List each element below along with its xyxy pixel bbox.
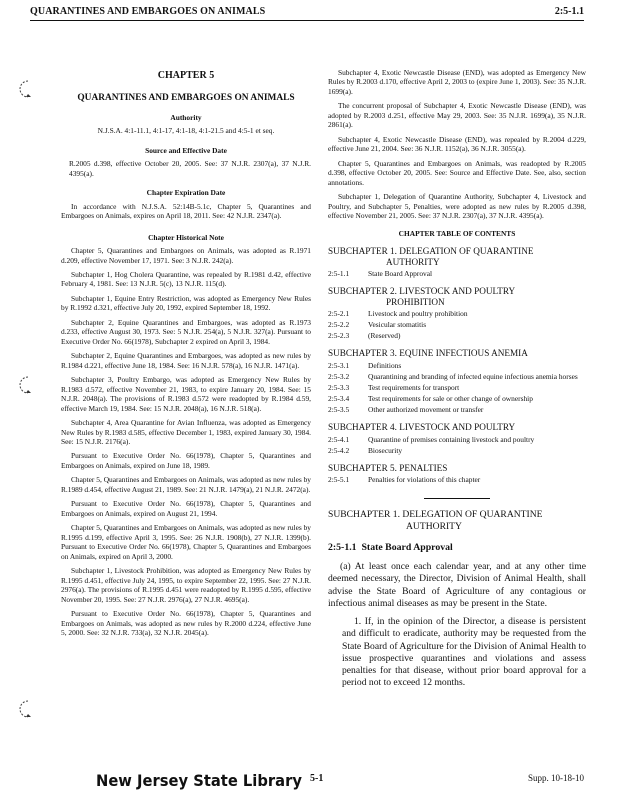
history-note: Subchapter 1, Hog Cholera Quarantine, was repealed by R.1981 d.42, effective February 4, 1981. See: 13 N.J.R. 5(c), 13 N.J.R. 115(d).	[61, 269, 311, 289]
punch-hole-icon	[14, 78, 36, 100]
history-heading: Chapter Historical Note	[148, 232, 224, 242]
expiration-text: In accordance with N.J.S.A. 52:14B-5.1c, Chapter 5, Quarantines and Embargoes on Animals, expires on April 18, 2011. See: 42 N.J.R. 2347(a).	[61, 201, 311, 221]
expiration-heading: Chapter Expiration Date	[146, 188, 226, 198]
toc-subchapter-title: SUBCHAPTER 2. LIVESTOCK AND POULTRY	[328, 286, 516, 297]
history-note: Subchapter 1, Delegation of Quarantine Authority, Subchapter 4, Livestock and Poultry, and Subchapter 5, Penalties, were adopted as new rules by R.2005 d.398, effective November 21, 2005. See: 37 N.J.R. 2307(a), 37 N.J.R. 4395(a).	[328, 192, 586, 221]
section-title: State Board Approval	[361, 542, 453, 554]
source-text: R.2005 d.398, effective October 20, 2005. See: 37 N.J.R. 2307(a), 37 N.J.R. 4395(a).	[69, 159, 311, 178]
toc-subchapter-title: SUBCHAPTER 4. LIVESTOCK AND POULTRY	[328, 422, 516, 433]
supplement-date: Supp. 10-18-10	[528, 773, 584, 783]
toc-entry: 2:5-1.1 State Board Approval	[328, 269, 433, 279]
history-note: Pursuant to Executive Order No. 66(1978), Chapter 5, Quarantines and Embargoes on Animals, expired on June 18, 1989.	[61, 451, 311, 470]
toc-entry: 2:5-2.2 Vesicular stomatitis	[328, 320, 427, 330]
history-note: Subchapter 4, Area Quarantine for Avian Influenza, was adopted as Emergency New Rules by R.1983 d.585, effective December 1, 1983, expired January 30, 1984. See: 15 N.J.R. 2176(a).	[61, 418, 311, 447]
toc-subchapter	[328, 348, 586, 414]
punch-hole-icon	[14, 698, 36, 720]
toc-subchapter	[328, 246, 586, 278]
paragraph-a: (a) At least once each calendar year, and at any other time deemed necessary, the Director, Division of Animal Health, shall advise the State Board of Agriculture of any contagious or infectious animal diseases as may be present in the State.	[328, 560, 586, 609]
section-divider	[424, 498, 490, 499]
chapter-number: CHAPTER 5	[157, 70, 215, 81]
toc-entry: 2:5-4.2 Biosecurity	[328, 445, 403, 455]
history-note: The concurrent proposal of Subchapter 4, Exotic Newcastle Disease (END), was adopted by R.2003 d.251, effective May 29, 2003. See: 35 N.J.R. 1699(a), 35 N.J.R. 2861(a).	[328, 101, 586, 130]
history-note: Subchapter 3, Poultry Embargo, was adopted as Emergency New Rules by R.1983 d.572, effective November 21, 1983, to expire January 20, 1984. See: 15 N.J.R. 2048(a). The provisions of R.1983 d.572 were readopted by R.1984 d.59, effective March 19, 1984. See: 15 N.J.R. 2048(a), 16 N.J.R. 518(a).	[61, 375, 311, 413]
toc-entry: 2:5-3.5 Other authorized movement or transfer	[328, 405, 484, 415]
library-stamp: New Jersey State Library	[96, 771, 302, 790]
toc-entry: 2:5-3.1 Definitions	[328, 361, 402, 371]
toc-subchapter	[328, 463, 586, 485]
section-heading	[328, 542, 586, 555]
toc-subchapter-title: SUBCHAPTER 1. DELEGATION OF QUARANTINE	[328, 246, 534, 257]
right-column	[328, 68, 586, 695]
punch-hole-icon	[14, 374, 36, 396]
chapter-title: QUARANTINES AND EMBARGOES ON ANIMALS	[77, 92, 295, 103]
history-note: Subchapter 4, Exotic Newcastle Disease (END), was adopted as Emergency New Rules by R.2003 d.170, effective April 2, 2003 to (expire June 1, 2003). See: 35 N.J.R. 1699(a).	[328, 68, 586, 96]
subchapter-heading: SUBCHAPTER 1. DELEGATION OF QUARANTINE AUTHORITY	[328, 509, 543, 532]
history-note: Subchapter 4, Exotic Newcastle Disease (END), was repealed by R.2004 d.229, effective June 21, 2004. See: 36 N.J.R. 1152(a), 36 N.J.R. 3055(a).	[328, 134, 586, 154]
paragraph-1: 1. If, in the opinion of the Director, a disease is persistent and difficult to eradicate, authority may be requested from the State Board of Agriculture for the Division of Animal Health to issue prospective quarantines and violations and assess penalties for that disease, without prior board approval for a period not to exceed 12 months.	[342, 616, 586, 689]
toc-entry: 2:5-2.3 (Reserved)	[328, 331, 401, 341]
source-heading: Source and Effective Date	[145, 145, 227, 155]
toc-subchapter-title: SUBCHAPTER 5. PENALTIES	[328, 462, 448, 473]
history-note: Subchapter 2, Equine Quarantines and Embargoes, was adopted as R.1973 d.233, effective August 30, 1973. See: 5 N.J.R. 254(a), 5 N.J.R. 327(a). Pursuant to Executive Order No. 66(1978), Subchapter 2 expired on April 3, 1984.	[61, 317, 311, 346]
history-note: Chapter 5, Quarantines and Embargoes on Animals, was adopted as new rules by R.1989 d.454, effective August 21, 1989. See: 21 N.J.R. 1479(a), 21 N.J.R. 2472(a).	[61, 475, 311, 494]
history-note: Pursuant to Executive Order No. 66(1978), Chapter 5, Quarantines and Embargoes on Animals, was adopted as new rules by R.2000 d.224, effective June 5, 2000. See: 32 N.J.R. 733(a), 32 N.J.R. 2045(a).	[61, 609, 311, 637]
history-note: Subchapter 2, Equine Quarantines and Embargoes, was adopted as new rules by R.1984 d.221, effective June 18, 1984. See: 16 N.J.R. 578(a), 16 N.J.R. 1471(a).	[61, 351, 311, 370]
toc-subchapter-title-cont: PROHIBITION	[386, 296, 445, 307]
toc-entry: 2:5-3.4 Test requirements for sale or other change of ownership	[328, 394, 533, 404]
toc-subchapter	[328, 286, 586, 340]
toc-subchapter	[328, 422, 586, 455]
toc-subchapter-title: SUBCHAPTER 3. EQUINE INFECTIOUS ANEMIA	[328, 348, 528, 359]
authority-heading: Authority	[170, 112, 202, 122]
toc-entry: 2:5-2.1 Livestock and poultry prohibition	[328, 309, 468, 319]
history-note: Chapter 5, Quarantines and Embargoes on Animals, was adopted as R.1971 d.209, effective November 17, 1971. See: 3 N.J.R. 242(a).	[61, 246, 311, 265]
authority-text: N.J.S.A. 4:1-11.1, 4:1-17, 4:1-18, 4:1-21.5 and 4:5-1 et seq.	[97, 126, 275, 136]
history-note: Chapter 5, Quarantines and Embargoes on Animals, was adopted as new rules by R.1995 d.199, effective April 3, 1995. See: 26 N.J.R. 1908(b), 27 N.J.R. 1399(b). Pursuant to Executive Order No. 66(1978), Chapter 5, Quarantines and Embargoes on Animals, expired on April 3, 2000.	[61, 523, 311, 561]
page-number: 5-1	[310, 773, 324, 784]
header-section-number: 2:5-1.1	[554, 6, 584, 17]
running-header	[30, 4, 584, 21]
history-note: Subchapter 1, Livestock Prohibition, was adopted as Emergency New Rules by R.1995 d.451, effective July 24, 1995, to expire September 22, 1995. See: 27 N.J.R. 2976(a). The provisions of R.1995 d.451 were readopted by R.1995 d.595, effective November 20, 1995. See: 27 N.J.R. 2976(a), 27 N.J.R. 4695(a).	[61, 566, 311, 604]
toc-heading: CHAPTER TABLE OF CONTENTS	[398, 228, 516, 238]
toc-entry: 2:5-3.3 Test requirements for transport	[328, 383, 460, 393]
history-note: Chapter 5, Quarantines and Embargoes on Animals, was readopted by R.2005 d.398, effective October 20, 2005. See: Source and Effective Date. See, also, section annotations.	[328, 158, 586, 187]
toc-entry: 2:5-3.2 Quarantining and branding of infected equine infectious anemia horses	[328, 372, 578, 382]
toc-entry: 2:5-4.1 Quarantine of premises containing livestock and poultry	[328, 434, 535, 444]
history-note: Subchapter 1, Equine Entry Restriction, was adopted as Emergency New Rules by R.1992 d.321, effective July 20, 1992, expired September 18, 1992.	[61, 293, 311, 313]
toc-subchapter-title-cont: AUTHORITY	[386, 256, 440, 267]
section-number: 2:5-1.1	[328, 542, 357, 554]
header-title: QUARANTINES AND EMBARGOES ON ANIMALS	[30, 6, 266, 17]
history-note: Pursuant to Executive Order No. 66(1978), Chapter 5, Quarantines and Embargoes on Animals, expired on August 21, 1994.	[61, 499, 311, 518]
toc-entry: 2:5-5.1 Penalties for violations of this chapter	[328, 475, 481, 485]
left-column	[61, 68, 311, 642]
